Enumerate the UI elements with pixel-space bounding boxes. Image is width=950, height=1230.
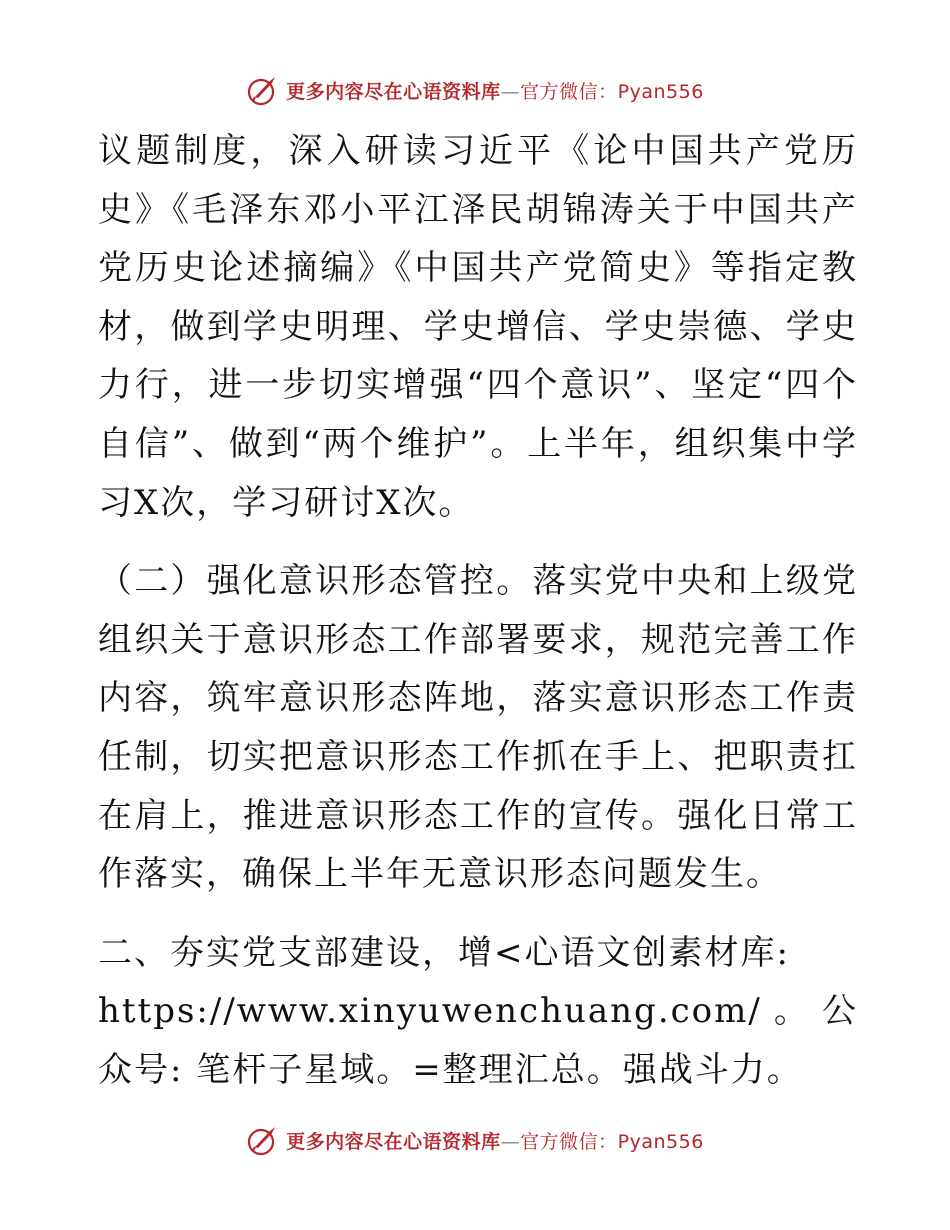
footer-banner-text xyxy=(286,1127,704,1154)
footer-wechat: 官方微信：Pyan556 xyxy=(520,1130,704,1153)
footer-separator: — xyxy=(500,1130,521,1153)
footer-watermark-banner xyxy=(0,1120,950,1160)
paragraph-study: 议题制度，深入研读习近平《论中国共产党历史》《毛泽东邓小平江泽民胡锦涛关于中国共产党历史论述摘编》《中国共产党简史》等指定教材，做到学史明理、学史增信、学史崇德、学史力行，进一步切实增强“四个意识”、坚定“四个自信”、做到“两个维护”。上半年，组织集中学习X次，学习研讨X次。 xyxy=(98,131,858,523)
header-separator: — xyxy=(500,80,521,103)
header-wechat: 官方微信：Pyan556 xyxy=(520,80,704,103)
quill-logo-icon xyxy=(246,73,280,107)
header-banner-text xyxy=(286,77,704,104)
header-watermark-banner xyxy=(0,70,950,110)
paragraph-party-branch-heading: 二、夯实党支部建设，增<心语文创素材库: xyxy=(98,932,790,973)
quill-logo-icon xyxy=(246,1123,280,1157)
document-body xyxy=(98,122,858,1100)
header-slogan: 更多内容尽在心语资料库 xyxy=(286,80,501,103)
paragraph-ideology-control: （二）强化意识形态管控。落实党中央和上级党组织关于意识形态工作部署要求，规范完善工作内容，筑牢意识形态阵地，落实意识形态工作责任制，切实把意识形态工作抓在手上、把职责扛在肩上，推进意识形态工作的宣传。强化日常工作落实，确保上半年无意识形态问题发生。 xyxy=(98,561,858,895)
paragraph-source-link: https://www.xinyuwenchuang.com/。公众号: 笔杆子星域。=整理汇总。强战斗力。 xyxy=(98,991,858,1090)
footer-slogan: 更多内容尽在心语资料库 xyxy=(286,1130,501,1153)
